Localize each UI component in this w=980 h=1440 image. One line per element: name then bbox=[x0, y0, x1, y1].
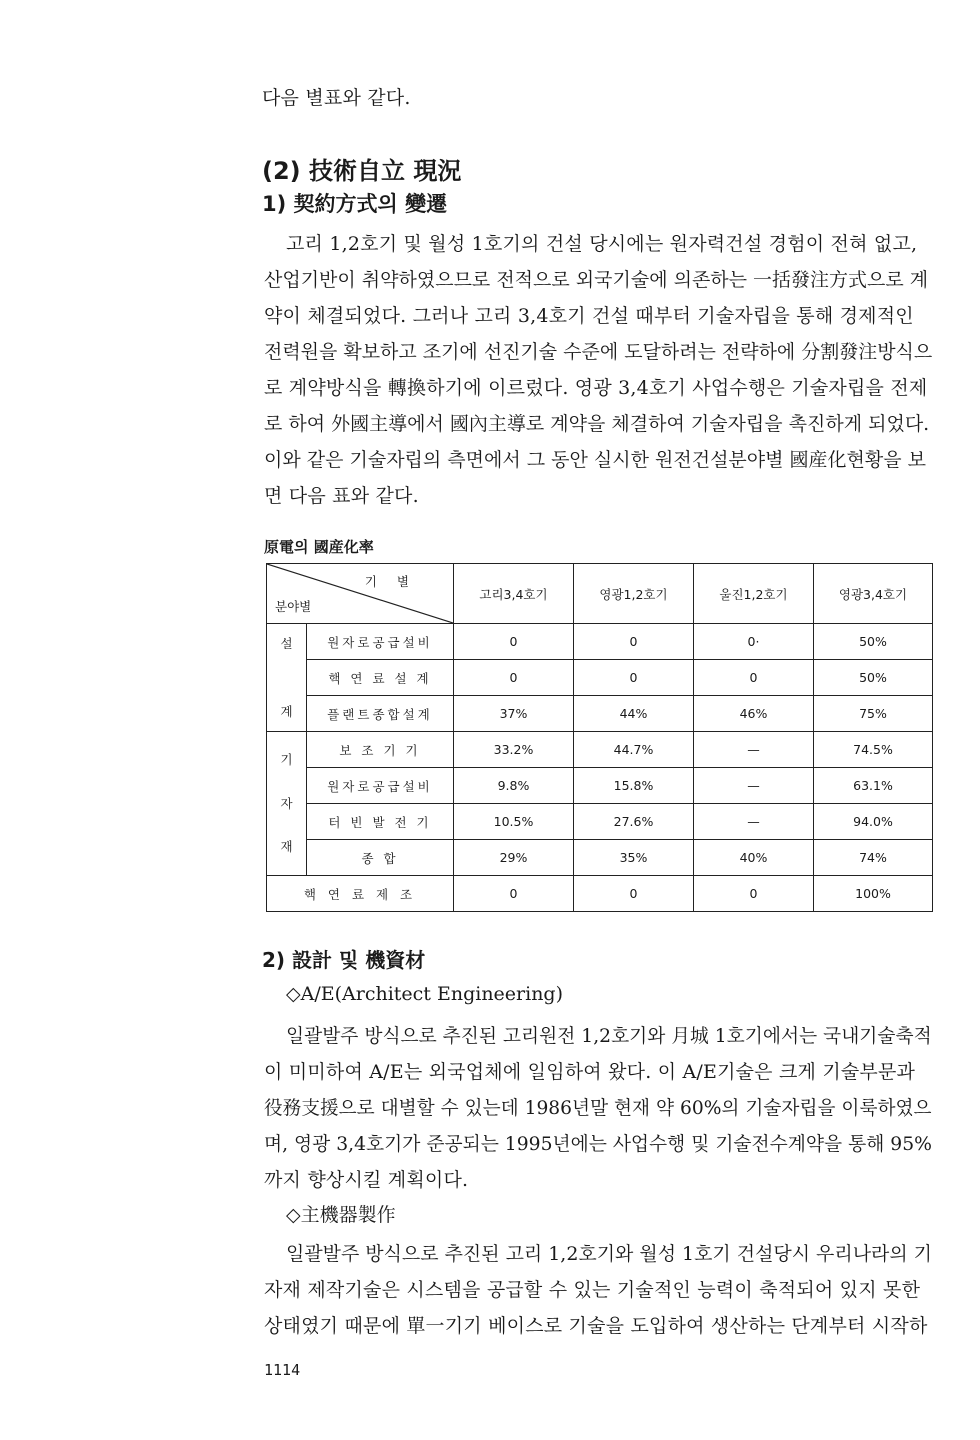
paragraph-line: 약이 체결되었다. 그러나 고리 3,4호기 건설 때부터 기술자립을 통해 경제적인 bbox=[264, 305, 914, 327]
cell: 0 bbox=[574, 624, 694, 660]
table-row bbox=[267, 660, 933, 696]
subsection-1-heading: 1) 契約方式의 變遷 bbox=[262, 192, 448, 216]
group-label-design bbox=[267, 624, 307, 732]
paragraph-line: 상태였기 때문에 單一기기 베이스로 기술을 도입하여 생산하는 단계부터 시작하 bbox=[264, 1315, 928, 1337]
paragraph-line: 이와 같은 기술자립의 측면에서 그 동안 실시한 원전건설분야별 國産化현황을 보 bbox=[264, 449, 926, 471]
cell: — bbox=[694, 732, 814, 768]
section-heading: (2) 技術自立 現況 bbox=[262, 157, 462, 185]
table-row bbox=[267, 840, 933, 876]
group-char: 기 bbox=[280, 752, 293, 768]
paragraph-line: 役務支援으로 대별할 수 있는데 1986년말 현재 약 60%의 기술자립을 이룩하였으 bbox=[264, 1097, 932, 1119]
cell: 50% bbox=[814, 660, 933, 696]
cell: 37% bbox=[454, 696, 574, 732]
table-row bbox=[267, 624, 933, 660]
cell: 0 bbox=[694, 876, 814, 912]
paragraph-line: 며, 영광 3,4호기가 준공되는 1995년에는 사업수행 및 기술전수계약을 통해 95% bbox=[264, 1133, 932, 1155]
column-header: 영광3,4호기 bbox=[814, 564, 933, 624]
cell: 29% bbox=[454, 840, 574, 876]
paragraph-line: 일괄발주 방식으로 추진된 고리 1,2호기와 월성 1호기 건설당시 우리나라의 기 bbox=[286, 1243, 933, 1265]
cell: 10.5% bbox=[454, 804, 574, 840]
paragraph-line: 까지 향상시킬 계획이다. bbox=[264, 1169, 469, 1191]
cell: 75% bbox=[814, 696, 933, 732]
table-header-row bbox=[267, 564, 933, 624]
table-row bbox=[267, 876, 933, 912]
row-label: 원자로공급설비 bbox=[307, 624, 454, 660]
header-period-label: 기 별 bbox=[364, 574, 417, 589]
paragraph-line: 로 하여 外國主導에서 國內主導로 계약을 체결하여 기술자립을 촉진하게 되었다. bbox=[264, 413, 930, 435]
paragraph-line: 일괄발주 방식으로 추진된 고리원전 1,2호기와 月城 1호기에서는 국내기술축적 bbox=[286, 1025, 932, 1047]
intro-line: 다음 별표와 같다. bbox=[262, 87, 411, 109]
cell: — bbox=[694, 768, 814, 804]
table-row bbox=[267, 696, 933, 732]
ae-heading: ◇A/E(Architect Engineering) bbox=[286, 983, 564, 1005]
table-caption: 原電의 國産化率 bbox=[264, 538, 374, 556]
cell: 100% bbox=[814, 876, 933, 912]
paragraph-line: 면 다음 표와 같다. bbox=[264, 485, 419, 507]
cell: 44% bbox=[574, 696, 694, 732]
row-label: 터 빈 발 전 기 bbox=[307, 804, 454, 840]
paragraph-line: 이 미미하여 A/E는 외국업체에 일임하여 왔다. 이 A/E기술은 크게 기술부문과 bbox=[264, 1061, 916, 1083]
paragraph-line: 전력원을 확보하고 조기에 선진기술 수준에 도달하려는 전략하에 分割發注방식으 bbox=[264, 341, 933, 363]
cell: 74.5% bbox=[814, 732, 933, 768]
cell: — bbox=[694, 804, 814, 840]
cell: 0 bbox=[454, 876, 574, 912]
paragraph-line: 로 계약방식을 轉換하기에 이르렀다. 영광 3,4호기 사업수행은 기술자립을 전제 bbox=[264, 377, 928, 399]
row-label: 종 합 bbox=[307, 840, 454, 876]
cell: 63.1% bbox=[814, 768, 933, 804]
diagonal-header-cell bbox=[267, 564, 454, 624]
row-label: 보 조 기 기 bbox=[307, 732, 454, 768]
cell: 0 bbox=[454, 660, 574, 696]
page-number: 1114 bbox=[264, 1361, 301, 1379]
column-header: 울진1,2호기 bbox=[694, 564, 814, 624]
cell: 35% bbox=[574, 840, 694, 876]
cell: 44.7% bbox=[574, 732, 694, 768]
subsection-2-heading: 2) 設計 및 機資材 bbox=[262, 948, 426, 972]
table-row bbox=[267, 768, 933, 804]
cell: 94.0% bbox=[814, 804, 933, 840]
row-label: 원자로공급설비 bbox=[307, 768, 454, 804]
cell: 27.6% bbox=[574, 804, 694, 840]
cell: 0 bbox=[574, 660, 694, 696]
column-header: 고리3,4호기 bbox=[454, 564, 574, 624]
cell: 0· bbox=[694, 624, 814, 660]
cell: 40% bbox=[694, 840, 814, 876]
group-char: 재 bbox=[280, 839, 293, 855]
cell: 9.8% bbox=[454, 768, 574, 804]
row-label: 플랜트종합설계 bbox=[307, 696, 454, 732]
paragraph-line: 고리 1,2호기 및 월성 1호기의 건설 당시에는 원자력건설 경험이 전혀 없고, bbox=[286, 233, 918, 255]
group-char: 자 bbox=[280, 795, 293, 811]
cell: 0 bbox=[574, 876, 694, 912]
main-equipment-heading: ◇主機器製作 bbox=[286, 1204, 396, 1226]
column-header: 영광1,2호기 bbox=[574, 564, 694, 624]
paragraph-line: 자재 제작기술은 시스템을 공급할 수 있는 기술적인 능력이 축적되어 있지 못한 bbox=[264, 1279, 921, 1301]
table-row bbox=[267, 732, 933, 768]
cell: 0 bbox=[454, 624, 574, 660]
header-field-label: 분야별 bbox=[275, 599, 312, 614]
cell: 74% bbox=[814, 840, 933, 876]
row-label: 핵 연 료 제 조 bbox=[267, 876, 454, 912]
paragraph-line: 산업기반이 취약하였으므로 전적으로 외국기술에 의존하는 一括發注方式으로 계 bbox=[264, 269, 929, 291]
cell: 46% bbox=[694, 696, 814, 732]
localization-rate-table bbox=[266, 563, 933, 912]
table-row bbox=[267, 804, 933, 840]
group-char: 계 bbox=[280, 704, 293, 719]
cell: 50% bbox=[814, 624, 933, 660]
cell: 33.2% bbox=[454, 732, 574, 768]
cell: 0 bbox=[694, 660, 814, 696]
row-label: 핵 연 료 설 계 bbox=[307, 660, 454, 696]
group-label-equipment bbox=[267, 732, 307, 876]
group-char: 설 bbox=[280, 635, 293, 651]
cell: 15.8% bbox=[574, 768, 694, 804]
